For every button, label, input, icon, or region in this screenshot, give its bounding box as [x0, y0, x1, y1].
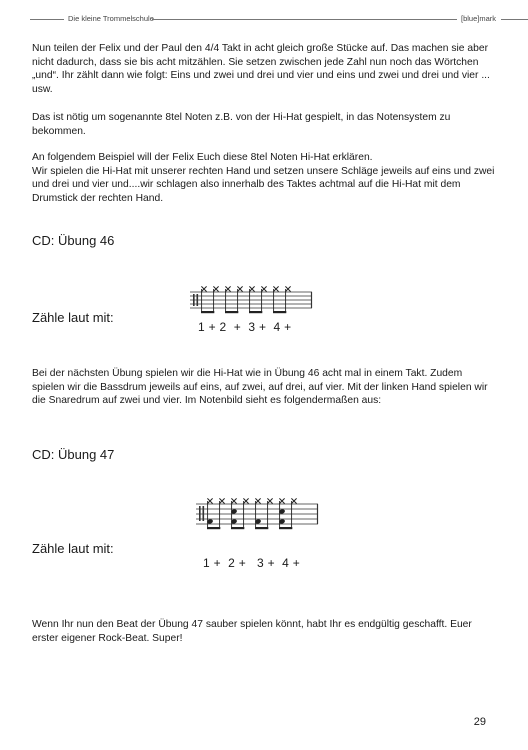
note-beam [273, 311, 286, 313]
hihat-x-notehead [273, 286, 278, 291]
hihat-x-notehead [267, 498, 272, 503]
note-beam [207, 527, 220, 529]
hihat-x-notehead [249, 286, 254, 291]
note-beam [225, 311, 238, 313]
hihat-x-notehead [201, 286, 206, 291]
page-number: 29 [473, 716, 486, 728]
hihat-x-notehead [213, 286, 218, 291]
paragraph-8tel: Das ist nötig um sogenannte 8tel Noten z.B. von der Hi-Hat gespielt, in das Notensystem zu bekommen. [32, 112, 451, 137]
exercise-46-count-label: Zähle laut mit: [32, 310, 114, 325]
exercise-46-notation [190, 286, 314, 320]
header-rule-right [501, 19, 528, 20]
exercise-47-count-label: Zähle laut mit: [32, 541, 114, 556]
exercise-46-counts: 1 + 2 + 3 + 4 + [198, 320, 292, 334]
paragraph-intro: Nun teilen der Felix und der Paul den 4/4 Takt in acht gleich große Stücke auf. Das machen sie aber nicht dadurch, dass sie bis acht mitzählen. Sie setzen zwischen jede Zahl nun noch das Wörtchen „und“. Ihr zählt dann wie folgt: Eins und zwei und drei und vier und eins und zwei und drei und vier ... usw. [32, 43, 490, 95]
hihat-x-notehead [231, 498, 236, 503]
hihat-x-notehead [261, 286, 266, 291]
exercise-47-counts: 1 + 2 + 3 + 4 + [203, 556, 301, 570]
staff-lines [190, 292, 312, 308]
note-beam [249, 311, 262, 313]
paragraph-hihat: An folgendem Beispiel will der Felix Euch diese 8tel Noten Hi-Hat erklären. Wir spielen die Hi-Hat mit unserer rechten Hand und setzen unsere Schläge jeweils auf eins und zwei und drei und vier und....wir schlagen also innerhalb des Taktes achtmal auf die Hi-Hat mit dem Drumstick der rechten Hand. [32, 152, 495, 204]
note-beam [201, 311, 214, 313]
header-brand: [blue]mark [461, 14, 497, 23]
running-header [0, 12, 528, 26]
paragraph-rock-beat: Bei der nächsten Übung spielen wir die Hi-Hat wie in Übung 46 acht mal in einem Takt. Zudem spielen wir die Bassdrum jeweils auf eins, auf zwei, auf drei, auf vier. Mit der linken Hand spielen wir die Snaredrum auf zwei und vier. Im Notenbild sieht es folgendermaßen aus: [32, 368, 488, 407]
header-rule-left [30, 19, 64, 20]
hihat-x-notehead [291, 498, 296, 503]
hihat-x-notehead [285, 286, 290, 291]
header-rule-middle [152, 19, 457, 20]
exercise-47-notation [196, 494, 320, 536]
hihat-x-notehead [279, 498, 284, 503]
hihat-x-notehead [255, 498, 260, 503]
note-beam [279, 527, 292, 529]
note-beam [255, 527, 268, 529]
note-beam [231, 527, 244, 529]
hihat-x-notehead [207, 498, 212, 503]
exercise-46-heading: CD: Übung 46 [32, 233, 115, 248]
hihat-x-notehead [243, 498, 248, 503]
hihat-x-notehead [219, 498, 224, 503]
hihat-x-notehead [237, 286, 242, 291]
hihat-x-notehead [225, 286, 230, 291]
header-title: Die kleine Trommelschule [68, 14, 154, 23]
paragraph-closing: Wenn Ihr nun den Beat der Übung 47 sauber spielen könnt, habt Ihr es endgültig geschafft. Euer erster eigener Rock-Beat. Super! [32, 619, 472, 644]
exercise-47-heading: CD: Übung 47 [32, 447, 115, 462]
